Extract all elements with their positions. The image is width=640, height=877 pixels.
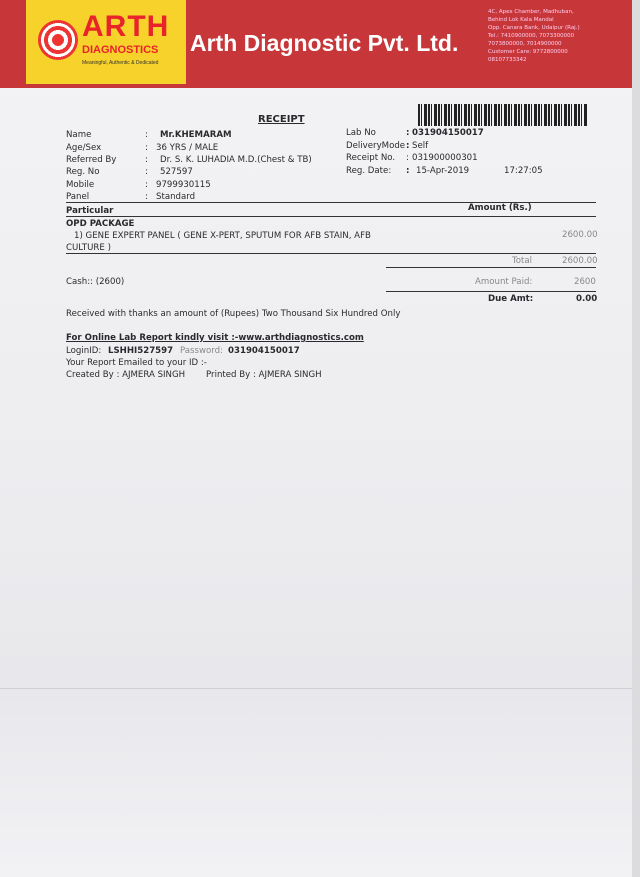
email-note: Your Report Emailed to your ID :- [66, 358, 207, 368]
address-line: Opp. Canara Bank, Udaipur (Raj.) [488, 25, 580, 31]
field-value: 9799930115 [156, 180, 211, 190]
address-line: Customer Care: 9772800000 [488, 49, 568, 55]
field-value: Self [412, 141, 429, 151]
field-label: Mobile [66, 180, 95, 190]
field-sep: : [145, 155, 148, 165]
reg-date: 15-Apr-2019 [416, 166, 470, 176]
received-statement: Received with thanks an amount of (Rupees) Two Thousand Six Hundred Only [66, 309, 401, 319]
field-sep: : [406, 128, 410, 138]
logo-tagline: Meaningful, Authentic & Dedicated [82, 60, 159, 66]
barcode [418, 104, 588, 126]
field-value: 031900000301 [412, 153, 478, 163]
receipt-title: RECEIPT [258, 114, 305, 125]
created-by: Created By : AJMERA SINGH [66, 370, 186, 380]
divider [386, 267, 596, 268]
divider [66, 253, 596, 254]
field-label: Lab No [346, 128, 376, 138]
logo-name: ARTH [82, 10, 170, 43]
online-report-link[interactable]: For Online Lab Report kindly visit :-www.arthdiagnostics.com [66, 333, 364, 343]
lab-no: 031904150017 [412, 128, 484, 138]
address-line: Tel.: 7410900000, 7073300000 [488, 33, 575, 39]
logo [26, 0, 186, 84]
field-value: Dr. S. K. LUHADIA M.D.(Chest & TB) [160, 155, 312, 165]
password: 031904150017 [228, 346, 300, 356]
field-value: 527597 [160, 167, 193, 177]
company-address [488, 8, 628, 64]
field-sep: : [406, 141, 410, 151]
field-label: Age/Sex [66, 143, 102, 153]
field-value: Standard [156, 192, 196, 202]
field-label: Name [66, 130, 92, 140]
item-line: 1) GENE EXPERT PANEL ( GENE X-PERT, SPUTUM FOR AFB STAIN, AFB [74, 231, 371, 241]
field-label: Panel [66, 192, 90, 202]
field-label: Referred By [66, 155, 117, 165]
address-line: 7073800000, 7014900000 [488, 41, 562, 47]
divider [386, 291, 596, 292]
total-label: Total [512, 256, 533, 266]
cash-payment: Cash:: (2600) [66, 277, 125, 287]
field-value: 36 YRS / MALE [156, 143, 219, 153]
paper-fold [0, 688, 632, 877]
field-sep: : [145, 180, 148, 190]
field-label: Reg. No [66, 167, 100, 177]
col-particular: Particular [66, 206, 114, 216]
due-label: Due Amt: [488, 294, 534, 304]
field-sep: : [145, 143, 148, 153]
login-id: LSHHI527597 [108, 346, 174, 356]
field-sep: : [406, 166, 410, 176]
target-logo-icon [38, 20, 78, 60]
address-line: 4C, Apex Chamber, Madhuban, [488, 9, 574, 15]
patient-name: Mr.KHEMARAM [160, 130, 232, 140]
amount-paid-value: 2600 [574, 277, 596, 287]
col-amount: Amount (Rs.) [468, 203, 532, 213]
divider [66, 216, 596, 217]
login-label: LoginID: [66, 346, 102, 356]
address-line: 08107733342 [488, 57, 527, 63]
field-sep: : [145, 192, 148, 202]
reg-time: 17:27:05 [504, 166, 543, 176]
company-name: Arth Diagnostic Pvt. Ltd. [190, 30, 459, 56]
field-label: Receipt No. [346, 153, 396, 163]
item-line: CULTURE ) [66, 243, 111, 253]
logo-sub: DIAGNOSTICS [82, 44, 159, 56]
field-sep: : [145, 130, 148, 140]
item-amount: 2600.00 [562, 230, 598, 240]
field-sep: : [145, 167, 148, 177]
amount-paid-label: Amount Paid: [475, 277, 533, 287]
due-value: 0.00 [576, 294, 598, 304]
field-label: Reg. Date: [346, 166, 392, 176]
field-sep: : [406, 153, 409, 163]
total-value: 2600.00 [562, 256, 598, 266]
package-name: OPD PACKAGE [66, 219, 135, 229]
letterhead [0, 0, 632, 88]
printed-by: Printed By : AJMERA SINGH [206, 370, 322, 380]
address-line: Behind Lok Kala Mandal [488, 17, 554, 23]
field-label: DeliveryMode [346, 141, 406, 151]
password-label: Password: [180, 346, 224, 356]
